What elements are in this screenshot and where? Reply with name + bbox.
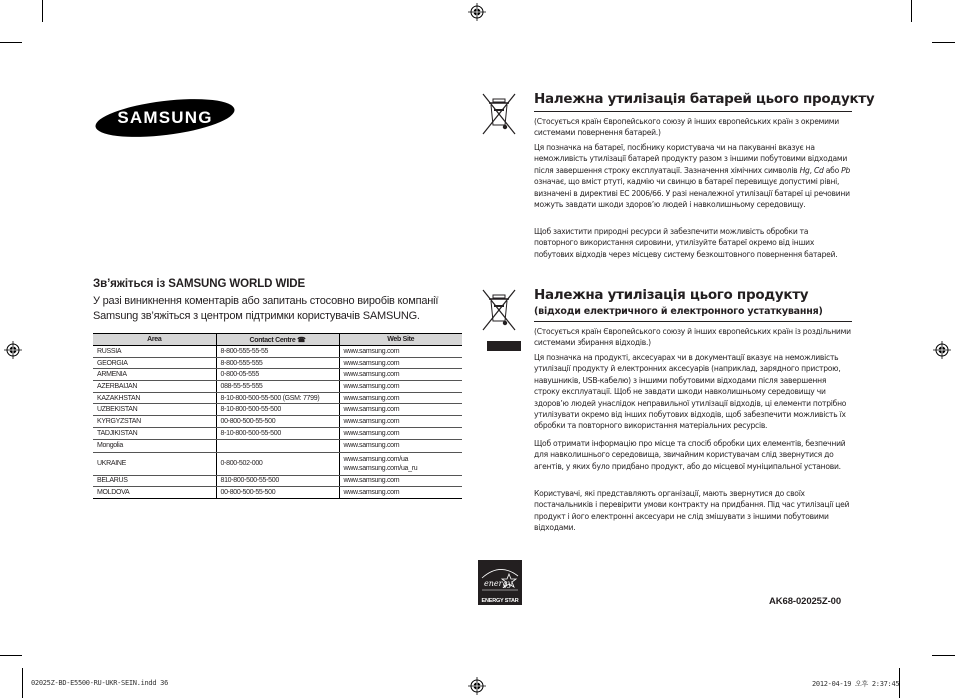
header-contact-centre: Contact Centre ☎ bbox=[216, 334, 339, 346]
cell-web[interactable]: www.samsung.com bbox=[339, 392, 462, 404]
cell-phone: 8-800-555-55-55 bbox=[216, 346, 339, 358]
crossed-bin-icon bbox=[481, 288, 517, 332]
cell-phone: 810-800-500-55-500 bbox=[216, 475, 339, 487]
battery-paragraph: Ця позначка на батареї, посібнику користувача чи на пакуванні вказує на неможливість утилізації батарей продукту разом з іншими побутовими відходами після завершення строку експлуатації. Зазначення хімічних символів Hg, Cd або Pb означає, що вміст ртуті, кадмію чи свинцю в батареї перевищує допустимі рівні, визначені в директиві ЕС 2006/66. У разі неналежної утилізації батареї ці речовини можуть завдати шкоди здоров’ю людей і навколишньому середовищу. bbox=[534, 143, 851, 210]
cell-area: ARMENIA bbox=[93, 369, 216, 381]
cell-area: UKRAINE bbox=[93, 452, 216, 475]
table-row bbox=[93, 416, 462, 428]
header-area: Area bbox=[93, 334, 216, 346]
cell-area: KAZAKHSTAN bbox=[93, 392, 216, 404]
cell-web[interactable]: www.samsung.com bbox=[339, 487, 462, 499]
cell-phone: 8-800-555-555 bbox=[216, 357, 339, 369]
svg-text:energy: energy bbox=[484, 579, 513, 588]
table-row bbox=[93, 392, 462, 404]
cell-phone: 8-10-800-500-55-500 bbox=[216, 427, 339, 439]
table-row bbox=[93, 346, 462, 358]
cell-area: AZERBAIJAN bbox=[93, 381, 216, 393]
contact-table bbox=[93, 333, 462, 499]
registration-mark-icon bbox=[4, 341, 22, 359]
battery-paragraph: Щоб захистити природні ресурси й забезпечити можливість обробки та повторного використання сировини, утилізуйте батареї окремо від інших побутових відходів через місцеву систему безкоштовного повернення батарей. bbox=[534, 227, 838, 259]
table-row bbox=[93, 452, 462, 475]
cell-area: UZBEKISTAN bbox=[93, 404, 216, 416]
table-row bbox=[93, 381, 462, 393]
crop-mark bbox=[0, 655, 22, 656]
contact-intro: У разі виникнення коментарів або запитань стосовно виробів компанії Samsung зв’яжіться з центром підтримки користувачів SAMSUNG. bbox=[93, 295, 439, 322]
cell-web[interactable]: www.samsung.com bbox=[339, 369, 462, 381]
cell-phone: 8-10-800-500-55-500 bbox=[216, 404, 339, 416]
product-section-subtitle: (відходи електричного й електронного устаткування) bbox=[534, 306, 823, 317]
cell-web[interactable] bbox=[339, 452, 462, 475]
product-paragraph: Ця позначка на продукті, аксесуарах чи в документації вказує на неможливість утилізації продукту й електронних аксесуарів (наприклад, зарядного пристрою, навушників, USB-кабелю) з іншими побутовими відходами після завершення строку експлуатації. Щоб не завдати шкоди навколишньому середовищу чи здоров’ю людей унаслідок неправильної утилізації відходів, ці елементи потрібно утилізувати окремо від інших побутових відходів, щоб забезпечити можливість їх обробки та повторного використання матеріальних ресурсів. bbox=[534, 353, 847, 431]
cell-web[interactable]: www.samsung.com bbox=[339, 346, 462, 358]
cell-web[interactable]: www.samsung.com bbox=[339, 381, 462, 393]
cell-phone: 00-800-500-55-500 bbox=[216, 416, 339, 428]
table-header-row bbox=[93, 334, 462, 346]
energy-star-logo bbox=[478, 560, 522, 605]
cell-web[interactable]: www.samsung.com bbox=[339, 427, 462, 439]
cell-web[interactable]: www.samsung.com bbox=[339, 416, 462, 428]
product-paragraph: (Стосується країн Європейського союзу й інших європейських країн із роздільними системами збирання відходів.) bbox=[534, 327, 851, 348]
cell-phone bbox=[216, 439, 339, 452]
cell-phone: 0-800-05-555 bbox=[216, 369, 339, 381]
cell-web[interactable]: www.samsung.com bbox=[339, 475, 462, 487]
table-row bbox=[93, 439, 462, 452]
battery-title-rule bbox=[534, 111, 852, 112]
web-link[interactable]: www.samsung.com/ua_ru bbox=[343, 464, 418, 472]
cell-area: MOLDOVA bbox=[93, 487, 216, 499]
table-row bbox=[93, 357, 462, 369]
product-title-rule bbox=[534, 321, 852, 322]
table-row bbox=[93, 427, 462, 439]
battery-section-title: Належна утилізація батарей цього продукту bbox=[534, 91, 875, 107]
crop-mark bbox=[42, 0, 43, 22]
header-web-site: Web Site bbox=[339, 334, 462, 346]
cell-area: BELARUS bbox=[93, 475, 216, 487]
document-code: AK68-02025Z-00 bbox=[769, 596, 842, 607]
product-section-title: Належна утилізація цього продукту bbox=[534, 287, 809, 303]
weee-black-bar bbox=[487, 341, 521, 351]
footer-filename: 02025Z-BD-E5500-RU-UKR-SEIN.indd 36 bbox=[31, 679, 169, 687]
cell-web[interactable]: www.samsung.com bbox=[339, 404, 462, 416]
table-row bbox=[93, 487, 462, 499]
table-row bbox=[93, 475, 462, 487]
cell-web[interactable]: www.samsung.com bbox=[339, 357, 462, 369]
crop-mark bbox=[932, 42, 955, 43]
footer-timestamp: 2012-04-19 오후 2:37:45 bbox=[812, 680, 900, 688]
energy-star-label: ENERGY STAR bbox=[481, 598, 519, 604]
cell-area: TADJIKISTAN bbox=[93, 427, 216, 439]
product-paragraph: Користувачі, які представляють організації, мають звернутися до своїх постачальників і перевірити умови контракту на придбання. Під час утилізації цей продукт і його електронні аксесуари не слід змішувати з іншими побутовими відходами. bbox=[534, 489, 850, 533]
cell-phone: 088-55-55-555 bbox=[216, 381, 339, 393]
table-row bbox=[93, 369, 462, 381]
cell-area: RUSSIA bbox=[93, 346, 216, 358]
table-row bbox=[93, 404, 462, 416]
cell-area: Mongolia bbox=[93, 439, 216, 452]
cell-phone: 0-800-502-000 bbox=[216, 452, 339, 475]
cell-area: KYRGYZSTAN bbox=[93, 416, 216, 428]
crop-mark bbox=[22, 668, 23, 698]
crop-mark bbox=[911, 0, 912, 22]
web-link[interactable]: www.samsung.com/ua bbox=[343, 455, 409, 463]
cell-phone: 8-10-800-500-55-500 (GSM: 7799) bbox=[216, 392, 339, 404]
crossed-bin-icon bbox=[481, 92, 517, 136]
product-paragraph: Щоб отримати інформацію про місце та спосіб обробки цих елементів, безпечний для навколишнього середовища, звичайним користувачам слід звернутися до агентів, у яких було придбано продукт, або до місцевої муніципальної установи. bbox=[534, 439, 846, 471]
crop-mark bbox=[0, 42, 22, 43]
registration-mark-icon bbox=[933, 341, 951, 359]
cell-phone: 00-800-500-55-500 bbox=[216, 487, 339, 499]
registration-mark-icon bbox=[468, 677, 486, 695]
cell-area: GEORGIA bbox=[93, 357, 216, 369]
battery-paragraph: (Стосується країн Європейського союзу й інших європейських країн з окремими системами повернення батарей.) bbox=[534, 117, 839, 138]
crop-mark bbox=[932, 655, 955, 656]
svg-text:SAMSUNG: SAMSUNG bbox=[117, 108, 213, 127]
contact-title: Зв’яжіться із SAMSUNG WORLD WIDE bbox=[93, 278, 306, 290]
cell-web[interactable]: www.samsung.com bbox=[339, 439, 462, 452]
registration-mark-icon bbox=[468, 3, 486, 21]
samsung-logo bbox=[95, 97, 235, 139]
